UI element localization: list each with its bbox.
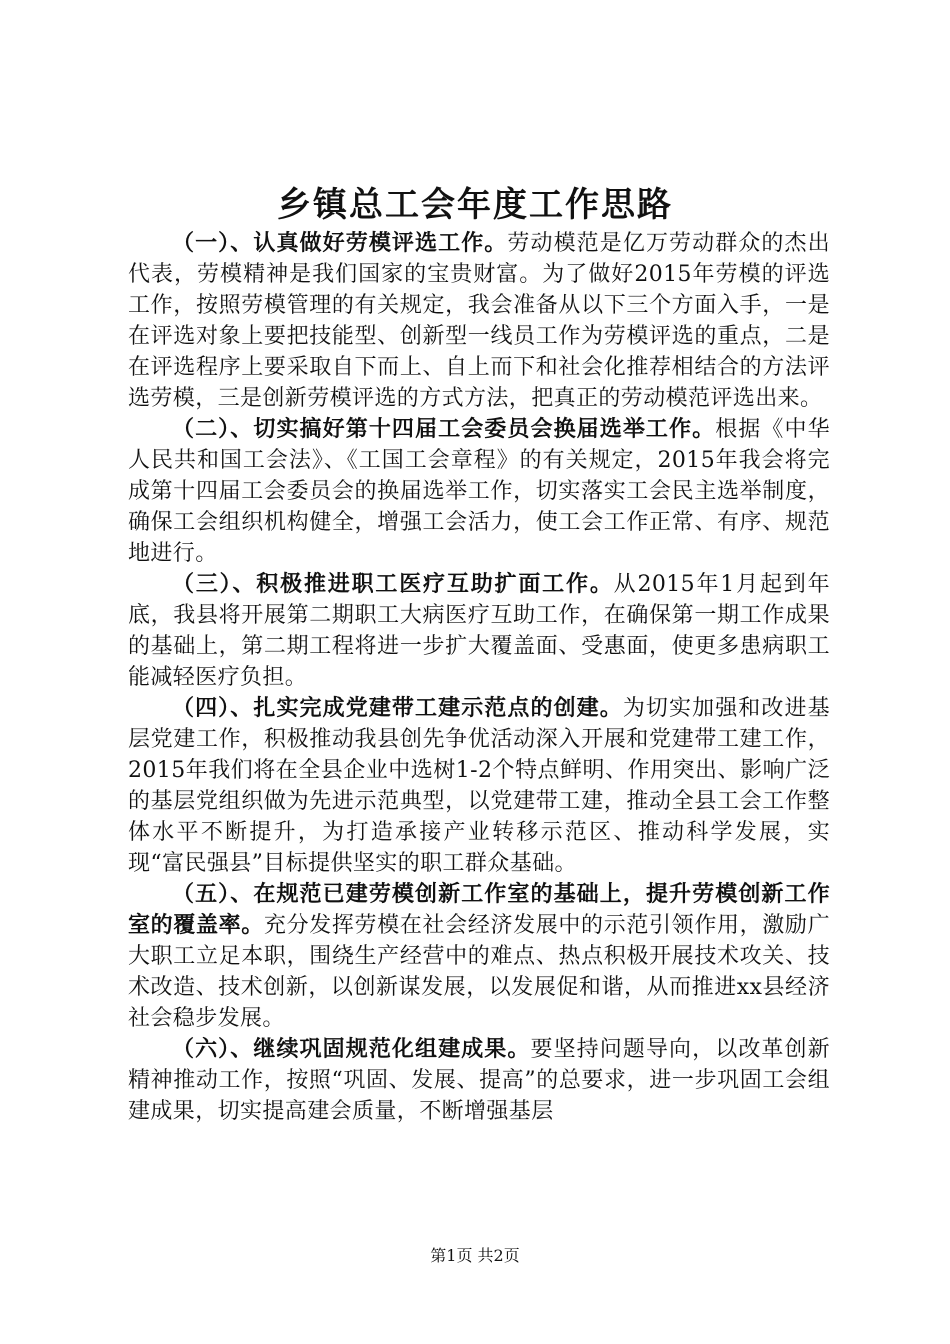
paragraph-text: 劳动模范是亿万劳动群众的杰出代表，劳模精神是我们国家的宝贵财富。为了做好2015年劳模的评选工作，按照劳模管理的有关规定，我会准备从以下三个方面入手，一是在评选对象上要把技能型、创新型一线员工作为劳模评选的重点，二是在评选程序上要采取自下而上、自上而下和社会化推荐相结合的方法评选劳模，三是创新劳模评选的方式方法，把真正的劳动模范评选出来。 [128, 231, 830, 411]
paragraph-4 [128, 693, 830, 879]
paragraph-heading: （五）、在规范已建劳模创新工作室的基础上，提升劳模创新工作室的覆盖率。 [128, 881, 830, 938]
paragraph-text: 根据《中华人民共和国工会法》、《工国工会章程》的有关规定，2015年我会将完成第十四届工会委员会的换届选举工作，切实落实工会民主选举制度，确保工会组织机构健全，增强工会活力，使工会工作正常、有序、规范地进行。 [128, 417, 830, 566]
paragraph-6 [128, 1034, 830, 1127]
paragraph-heading: （一）、认真做好劳模评选工作。 [172, 230, 508, 256]
paragraph-3 [128, 569, 830, 693]
paragraph-1 [128, 228, 830, 414]
paragraph-heading: （二）、切实搞好第十四届工会委员会换届选举工作。 [172, 416, 716, 442]
paragraph-2 [128, 414, 830, 569]
paragraph-text: 为切实加强和改进基层党建工作，积极推动我县创先争优活动深入开展和党建带工建工作，2015年我们将在全县企业中选树1-2个特点鲜明、作用突出、影响广泛的基层党组织做为先进示范典型，以党建带工建，推动全县工会工作整体水平不断提升，为打造承接产业转移示范区、推动科学发展，实现“富民强县”目标提供坚实的职工群众基础。 [128, 696, 830, 876]
paragraph-heading: （六）、继续巩固规范化组建成果。 [172, 1036, 531, 1062]
paragraph-5 [128, 879, 830, 1034]
paragraph-text: 充分发挥劳模在社会经济发展中的示范引领作用，激励广大职工立足本职，围绕生产经营中的难点、热点积极开展技术攻关、技术改造、技术创新，以创新谋发展，以发展促和谐，从而推进xx县经济社会稳步发展。 [128, 913, 830, 1031]
document-title: 乡镇总工会年度工作思路 [277, 185, 673, 225]
page-footer: 第1页 共2页 [430, 1246, 520, 1265]
paragraph-text: 从2015年1月起到年底，我县将开展第二期职工大病医疗互助工作，在确保第一期工作成果的基础上，第二期工程将进一步扩大覆盖面、受惠面，使更多患病职工能减轻医疗负担。 [128, 572, 830, 690]
paragraph-text: 要坚持问题导向，以改革创新精神推动工作，按照“巩固、发展、提高”的总要求，进一步巩固工会组建成果，切实提高建会质量，不断增强基层 [128, 1037, 830, 1124]
paragraph-heading: （三）、积极推进职工医疗互助扩面工作。 [172, 571, 614, 597]
document-body [128, 228, 830, 1127]
paragraph-heading: （四）、扎实完成党建带工建示范点的创建。 [172, 695, 623, 721]
